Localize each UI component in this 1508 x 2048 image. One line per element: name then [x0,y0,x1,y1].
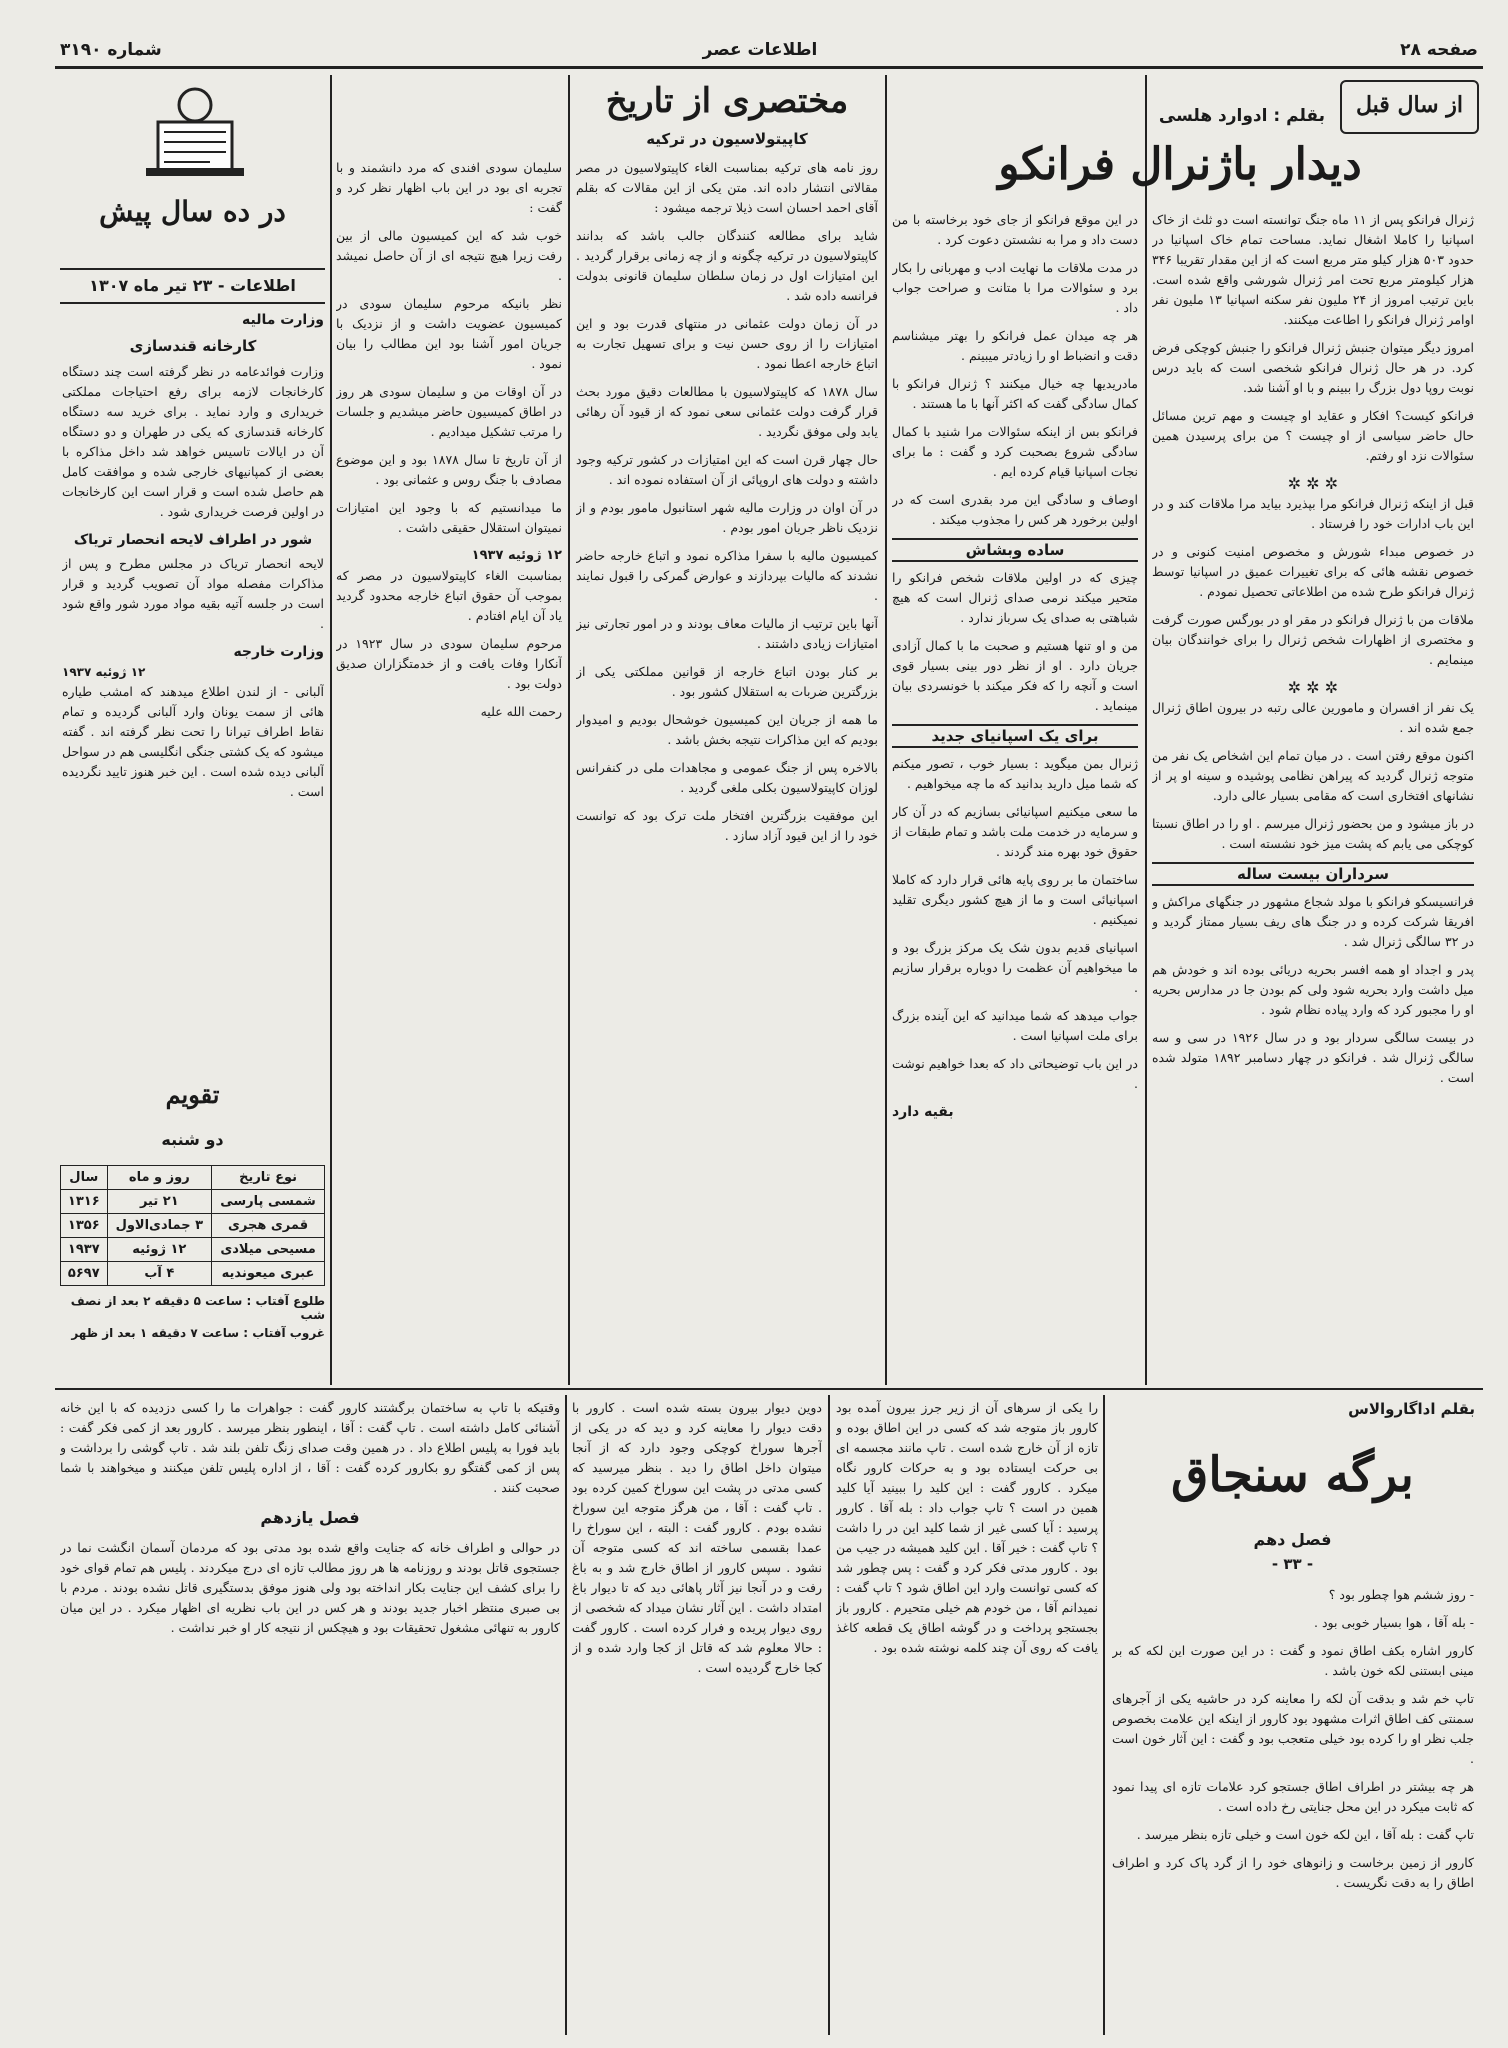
ten-years-column [62,310,324,910]
dateline: اطلاعات - ۲۳ تیر ماه ۱۳۰۷ [89,276,296,295]
paragraph: چیزی که در اولین ملاقات شخص فرانکو را متحیر میکند نرمی صدای ژنرال است که هیچ شباهتی به صدای یک سرباز ندارد . [892,570,1138,625]
paragraph: اسپانیای قدیم بدون شک یک مرکز بزرگ بود و ما میخواهیم آن عظمت را دوباره برقرار سازیم . [892,940,1138,995]
table-cell: ۴ آب [107,1262,212,1286]
history-column-2 [336,158,562,1383]
paragraph: پدر و اجداد او همه افسر بحریه دریائی بوده اند و خودش هم میل داشت وارد بحریه شود ولی کم بودن جا در مدارس بحریه او را مجبور کرد که وارد پیاده نظام شود . [1152,962,1474,1017]
chapter-label: فصل یازدهم [260,1508,360,1527]
divider [568,75,570,1385]
paragraph: مادریدیها چه خیال میکنند ؟ ژنرال فرانکو با کمال سادگی گفت که اکثر آنها با ما هستند . [892,376,1138,411]
dateline: ۱۲ ژوئیه ۱۹۳۷ [471,548,562,563]
separator: ✲ ✲ ✲ [1287,678,1339,697]
paragraph: در آن اوان در وزارت مالیه شهر استانبول مامور بودم و از نزدیک ناظر جریان امور بودم . [576,500,878,535]
history-title: مختصری از تاریخ [605,81,849,121]
paragraph: کارور از زمین برخاست و زانوهای خود را از گرد پاک کرد و اطراف اطاق را به دقت نگریست . [1112,1855,1474,1890]
paragraph: اکنون موقع رفتن است . در میان تمام این اشخاص یک نفر من متوجه ژنرال گردید که پیراهن نظامی پوشیده و سینه او پر از نشانهای افتخاری است که مقامی بسیار عالی دارد. [1152,748,1474,803]
divider [565,1395,567,2035]
article-column-right2 [892,210,1138,1385]
paragraph: - بله آقا ، هوا بسیار خوبی بود . [1314,1615,1474,1630]
paragraph: بر کنار بودن اتباع خارجه از قوانین مملکتی یکی از بزرگترین ضربات به استقلال کشور بود . [576,664,878,699]
paragraph: قبل از اینکه ژنرال فرانکو مرا بپذیرد بیاید مرا ملاقات کند و در این باب ادارات خود را فرستاد . [1152,496,1474,531]
paragraph: تاپ گفت : بله آقا ، این لکه خون است و خیلی تازه بنظر میرسد . [1136,1827,1474,1842]
divider [885,75,887,1385]
paragraph: ژنرال بمن میگوید : بسیار خوب ، تصور میکنم که شما میل دارید بدانید که ما چه میخواهیم . [892,756,1138,791]
paragraph: در خصوص مبداء شورش و مخصوص امنیت کنونی و در خصوص نقشه هائی که برای تغییرات عمیق در اسپانیا توسط ژنرال فرانکو طرح شده من اطلاعاتی تحصیل نمودم . [1152,544,1474,599]
news-headline: شور در اطراف لایحه انحصار تریاک [73,532,313,548]
history-subtitle: کاپیتولاسیون در ترکیه [646,130,808,148]
paragraph: نظر بانیکه مرحوم سلیمان سودی در کمیسیون عضویت داشت و از نزدیک با جریان امور آشنا بود این مطالب را بیان نمود . [336,296,562,371]
paragraph: لایحه انحصار تریاک در مجلس مطرح و پس از مذاکرات مفصله مواد آن تصویب گردید و قرار است در جلسه آتیه بقیه مواد مورد شور واقع شود . [62,556,324,631]
calendar-title: تقویم [165,1080,220,1109]
calendar-table [60,1165,325,1286]
paragraph: حال چهار قرن است که این امتیازات در کشور ترکیه وجود داشته و دولت های اروپائی از آن استفاده نموده اند . [576,452,878,487]
paragraph: از آن تاریخ تا سال ۱۸۷۸ بود و این موضوع مصادف با جنگ روس و عثمانی بود . [336,452,562,487]
paragraph: فرانکو بس از اینکه سئوالات مرا شنید با کمال سادگی شروع بصحبت کرد و گفت : ما برای نجات اسپانیا قیام کرده ایم . [892,424,1138,479]
paragraph: اوصاف و سادگی این مرد بقدری است که در اولین برخورد هر کس را مجذوب میکند . [892,492,1138,527]
paragraph: هر چه میدان عمل فرانکو را بهتر میشناسم دقت و انضباط او را زیادتر میبینم . [892,328,1138,363]
paragraph: بالاخره پس از جنگ عمومی و مجاهدات ملی در کنفرانس لوزان کاپیتولاسیون بکلی ملغی گردید . [576,760,878,795]
paragraph: دوین دیوار بیرون بسته شده است . کارور با دقت دیوار را معاینه کرد و دید که در یکی از آجرها سوراخ کوچکی وجود دارد که از آنجا میتوان داخل اطاق را دید . بنظر میرسید که کسی مدتی در پشت این سوراخ کمین کرده بود . تاپ گفت : آقا ، من هرگز متوجه این سوراخ نشده بودم . کارور گفت : البته ، این سوراخ را عمدا بقسمی ساخته اند که کسی متوجه آن نشود . سپس کارور از اطاق خارج شد و به باغ رفت و در آنجا نیز آثار پاهائی دید که تا دیوار باغ امتداد داشت . این آثار نشان میداد که شخصی از روی دیوار پریده و فرار کرده است . کارور گفت : حالا معلوم شد که قاتل از کجا وارد شده و از کجا خارج گردیده است . [572,1400,822,1675]
paragraph: آلبانی - از لندن اطلاع میدهند که امشب طیاره هائی از سمت یونان وارد آلبانی گردیده و تمام نقاط اطراف تیرانا را تحت نظر گرفته اند . گفته میشود که یک کشتی جنگی انگلیسی هم در سواحل آلبانی دیده شده است . این خبر هنوز تایید نگردیده است . [62,684,324,799]
article-column-right [1152,210,1474,1385]
story-column-1 [1112,1585,1474,2035]
weekday: دو شنبه [161,1130,224,1149]
paragraph: امروز دیگر میتوان جنبش ژنرال فرانکو را جنبش کوچکی فرض کرد. در هر حال ژنرال فرانکو شخصی است که باید درس نوبت روپا دول بزرگ را ببینم و با او آشنا شد. [1152,340,1474,395]
divider [330,75,332,1385]
header-rule [55,66,1483,69]
table-cell: مسیحی میلادی [212,1238,325,1262]
paragraph: ساختمان ما بر روی پایه هائی قرار دارد که کاملا اسپانیائی است و ما از هیچ کشور دیگری تقلید نمیکنیم . [892,872,1138,927]
paragraph: در باز میشود و من بحضور ژنرال میرسم . او را در اطاق نسبتا کوچکی می یابم که پشت میز خود نشسته است . [1152,816,1474,851]
subheading: برای یک اسپانیای جدید [892,724,1138,748]
table-row [61,1238,325,1262]
table-cell: شمسی پارسی [212,1190,325,1214]
table-row [61,1262,325,1286]
sunrise-time: طلوع آفتاب : ساعت ۵ دقیقه ۲ بعد از نصف شب [70,1294,325,1322]
page-number: صفحه ۲۸ [1400,40,1478,60]
table-cell: قمری هجری [212,1214,325,1238]
continued-note: بقیه دارد [892,1104,954,1120]
paragraph: در آن زمان دولت عثمانی در منتهای قدرت بود و این امتیازات را از روی حسن نیت و برای تسهیل تجارت به اتباع خارجه اعطا نمود . [576,316,878,371]
paragraph: سلیمان سودی افندی که مرد دانشمند و با تجربه ای بود در این باب اظهار نظر کرد و گفت : [336,160,562,215]
paper-name: اطلاعات عصر [702,40,818,60]
table-cell: ۲۱ تیر [107,1190,212,1214]
chapter-label: فصل دهم [1253,1530,1332,1549]
news-headline: کارخانه قندسازی [129,337,257,355]
story-column-2 [836,1398,1098,2038]
paragraph: ملاقات من با ژنرال فرانکو در مقر او در بورگس صورت گرفت و مختصری از اظهارات شخص ژنرال را برای خوانندگان بیان مینمایم . [1152,612,1474,667]
paragraph: ما همه از جریان این کمیسیون خوشحال بودیم و امیدوار بودیم که این مذاکرات نتیجه بخش باشد . [576,712,878,747]
paragraph: من و او تنها هستیم و صحبت ما با کمال آزادی جریان دارد . او از نظر دور بینی بسیار قوی است و آنچه را که فکر میکند با خونسردی بیان مینماید . [892,638,1138,713]
paragraph: در بیست سالگی سردار بود و در سال ۱۹۲۶ در سی و سه سالگی ژنرال شد . فرانکو در چهار دسامبر ۱۸۹۲ متولد شده است . [1152,1030,1474,1085]
divider [1103,1395,1105,2035]
paragraph: فرانسیسکو فرانکو با مولد شجاع مشهور در جنگهای مراکش و افریقا شرکت کرده و در جنگ های ریف بسیار ممتاز گردید و در ۳۲ سالگی ژنرال شد . [1152,894,1474,949]
table-row [61,1190,325,1214]
chapter-number: - ۳۳ - [1271,1555,1314,1573]
section-rule [55,1388,1483,1390]
rule [60,302,325,304]
sunset-time: غروب آفتاب : ساعت ۷ دقیقه ۱ بعد از ظهر [71,1326,325,1340]
paragraph: وقتیکه با تاپ به ساختمان برگشتند کارور گفت : جواهرات ما را کسی دزدیده که با این خانه آشنائی کامل داشته است . تاپ گفت : آقا ، اینطور بنظر میرسد . کارور بعد از کمی فکر گفت : باید فورا به پلیس اطلاع داد . در همین وقت صدای زنگ تلفن بلند شد . تاپ گوشی را برداشت و پس از کمی گفتگو رو بکارور کرده گفت : آقا ، از اداره پلیس تلفن میکنند و میخواهند با شما صحبت کنند . [60,1400,560,1495]
paragraph: هر چه بیشتر در اطراف اطاق جستجو کرد علامات تازه ای پیدا نمود که ثابت میکرد در این محل جنایتی رخ داده است . [1112,1779,1474,1814]
table-cell: عبری میعوندیه [212,1262,325,1286]
paragraph: خوب شد که این کمیسیون مالی از بین رفت زیرا هیچ نتیجه ای از آن حاصل نمیشد . [336,228,562,283]
paragraph: روز نامه های ترکیه بمناسبت الغاء کاپیتولاسیون در مصر مقالاتی انتشار داده اند. متن یکی از این مقالات که بقلم آقای احمد احسان است ذیلا ترجمه میشود : [576,160,878,215]
table-cell: ۱۹۳۷ [61,1238,108,1262]
table-header: نوع تاریخ [212,1166,325,1190]
section-label-box [1340,80,1479,134]
paragraph: کارور اشاره بکف اطاق نمود و گفت : در این صورت این لکه که بر مینی ابستنی لکه خون باشد . [1112,1643,1474,1678]
paragraph: سال ۱۸۷۸ که کاپیتولاسیون با مطالعات دقیق مورد بحث قرار گرفت دولت عثمانی سعی نمود که از قیود آن رهائی یابد ولی موفق نگردید . [576,384,878,439]
story-title: برگه سنجاق [1171,1447,1414,1503]
paragraph: در آن اوقات من و سلیمان سودی هر روز در اطاق کمیسیون حاضر میشدیم و جلسات را مرتب تشکیل میدادیم . [336,384,562,439]
paragraph: ما سعی میکنیم اسپانیائی بسازیم که در آن کار و سرمایه در خدمت ملت باشد و تمام طبقات از حقوق خود بهره مند گردند . [892,804,1138,859]
table-cell: ۵۶۹۷ [61,1262,108,1286]
divider [1145,75,1147,1385]
paragraph: کمیسیون مالیه با سفرا مذاکره نمود و اتباع خارجه حاضر نشدند که مالیات بپردازند و عوارض گمرکی را قبول نمایند . [576,548,878,603]
calendar-table-wrap [60,1165,325,1340]
paragraph: شاید برای مطالعه کنندگان جالب باشد که بدانند کاپیتولاسیون در ترکیه چگونه و از چه زمانی برقرار گردید . این امتیازات اول در زمان سلطان سلیمان قانونی بدولت فرانسه داده شد . [576,228,878,303]
paragraph: رحمت الله علیه [480,704,562,719]
rule [60,268,325,270]
history-column-1 [576,158,878,1383]
section-label: از سال قبل [1356,92,1463,118]
table-header: روز و ماه [107,1166,212,1190]
table-cell: ۱۲ ژوئیه [107,1238,212,1262]
story-column-3 [572,1398,822,2038]
paragraph: یک نفر از افسران و مامورین عالی رتبه در بیرون اطاق ژنرال جمع شده اند . [1152,700,1474,735]
author-line: بقلم : ادوارد هلسی [1158,106,1325,126]
paragraph: - روز ششم هوا چطور بود ؟ [1328,1587,1474,1602]
story-column-4 [60,1398,560,2038]
paragraph: تاپ خم شد و بدقت آن لکه را معاینه کرد در حاشیه یکی از آجرهای سمنتی کف اطاق اثرات مشهود بود کارور از اینکه این علامت بخصوص جلب نظر او را کرده بود خیلی متعجب بود و گفت : این آثار خون است . [1112,1691,1474,1766]
paragraph: این موفقیت بزرگترین افتخار ملت ترک بود که توانست خود را از این قیود آزاد سازد . [576,808,878,843]
article-title: دیدار باژنرال فرانکو [998,139,1362,190]
divider [828,1395,830,2035]
ten-years-ago-banner [60,80,325,260]
paragraph: در این موقع فرانکو از جای خود برخاسته با من دست داد و مرا به نشستن دعوت کرد . [892,212,1138,247]
issue-number: شماره ۳۱۹۰ [60,40,162,60]
paragraph: ما میدانستیم که با وجود این امتیازات نمیتوان استقلال حقیقی داشت . [336,500,562,535]
subheading: سرداران بیست ساله [1152,862,1474,886]
paragraph: ژنرال فرانکو پس از ۱۱ ماه جنگ توانسته است دو ثلث از خاک اسپانیا را کاملا اشغال نماید. مساحت تمام خاک اسپانیا در حدود ۵۰۳ هزار کیلو متر مربع است که از این مقدار تقریبا ۳۴۶ هزار کیلومتر مربع تحت امر ژنرال شورشی واقع شده است. باین ترتیب امروز از ۲۴ ملیون نفر سکنه اسپانیا ۱۳ ملیون نفر اوامر ژنرال فرانکو را اطاعت میکنند. [1152,212,1474,327]
section-heading: وزارت مالیه [242,312,324,328]
paragraph: در حوالی و اطراف خانه که جنایت واقع شده بود مدتی بود که مردمان آسمان انگشت نما در جستجوی قاتل بودند و روزنامه ها هر روز مطالب تازه ای درج میکردند . پلیس هم تمام قوای خود را برای کشف این جنایت بکار انداخته بود ولی هنوز موفق بدستگیری قاتل نشده بودند . مردم با بی صبری منتظر اخبار جدید بودند و هر کس در این باب نظریه ای اظهار میکرد . در این میان کارور به تنهائی مشغول تحقیقات بود و هیچکس از نتیجه کار او خبر نداشت . [60,1540,560,1635]
paragraph: در این باب توضیحاتی داد که بعدا خواهیم نوشت . [892,1056,1138,1091]
table-cell: ۱۳۱۶ [61,1190,108,1214]
newspaper-reader-icon [140,80,250,190]
paragraph: وزارت فوائدعامه در نظر گرفته است چند دستگاه کارخانجات لازمه برای رفع احتیاجات مملکتی خریداری و وارد نماید . برای خرید سه دستگاه کارخانه قندسازی که یکی در طهران و دو دستگاه آن در ایالات تاسیس خواهد شد داخل مذاکره با بعضی از کمپانیهای خارجی شده و موافقت کامل هم حاصل شده است و قرار است این کارخانجات در اولین فرصت خریداری شود . [62,364,324,519]
paragraph: آنها باین ترتیب از مالیات معاف بودند و در امور تجارتی نیز امتیازات زیادی داشتند . [576,616,878,651]
paragraph: را یکی از سرهای آن از زیر جرز بیرون آمده بود کارور باز متوجه شد که کسی در این اطاق بوده و تازه از آن خارج شده است . تاپ مانند مجسمه ای بی حرکت ایستاده بود و به حرکات کارور نگاه میکرد . کارور گفت : این کلید را ببینید آیا کلید همین در است ؟ تاپ جواب داد : بله آقا . کارور پرسید : آیا کسی غیر از شما کلید این در را داشت ؟ تاپ گفت : خیر آقا . این کلید همیشه در جیب من بود . کارور مدتی فکر کرد و گفت : پس چطور شد که کسی توانست وارد این اطاق شود ؟ تاپ گفت : نمیدانم آقا ، من خودم هم خیلی متحیرم . کارور باز بجستجو پرداخت و در گوشه اطاق یک قطعه کاغذ یافت که روی آن چند کلمه نوشته شده بود . [836,1400,1098,1655]
separator: ✲ ✲ ✲ [1287,474,1339,493]
table-row [61,1214,325,1238]
table-cell: ۳ جمادی‌الاول [107,1214,212,1238]
paragraph: جواب میدهد که شما میدانید که این آینده بزرگ برای ملت اسپانیا است . [892,1008,1138,1043]
paragraph: مرحوم سلیمان سودی در سال ۱۹۲۳ در آنکارا وفات یافت و از خدمتگزاران صدیق دولت بود . [336,636,562,691]
dateline: ۱۲ ژوئیه ۱۹۳۷ [62,665,146,679]
table-cell: ۱۳۵۶ [61,1214,108,1238]
paragraph: بمناسبت الغاء کاپیتولاسیون در مصر که بموجب آن حقوق اتباع خارجه محدود گردید یاد آن ایام افتادم . [336,568,562,623]
table-header: سال [61,1166,108,1190]
subheading: ساده وبشاش [892,538,1138,562]
section-heading: وزارت خارجه [233,644,324,660]
story-author: بقلم اداگاروالاس [1348,1400,1475,1418]
paragraph: در مدت ملاقات ما نهایت ادب و مهربانی را بکار برد و سئوالات مرا با متانت و صراحت جواب داد . [892,260,1138,315]
banner-title: در ده سال پیش [99,195,286,228]
paragraph: فرانکو کیست؟ افکار و عقاید او چیست و مهم ترین مسائل حال حاضر سیاسی از او چیست ؟ من برای پرسیدن همین سئوالات نزد او رفتم. [1152,408,1474,463]
